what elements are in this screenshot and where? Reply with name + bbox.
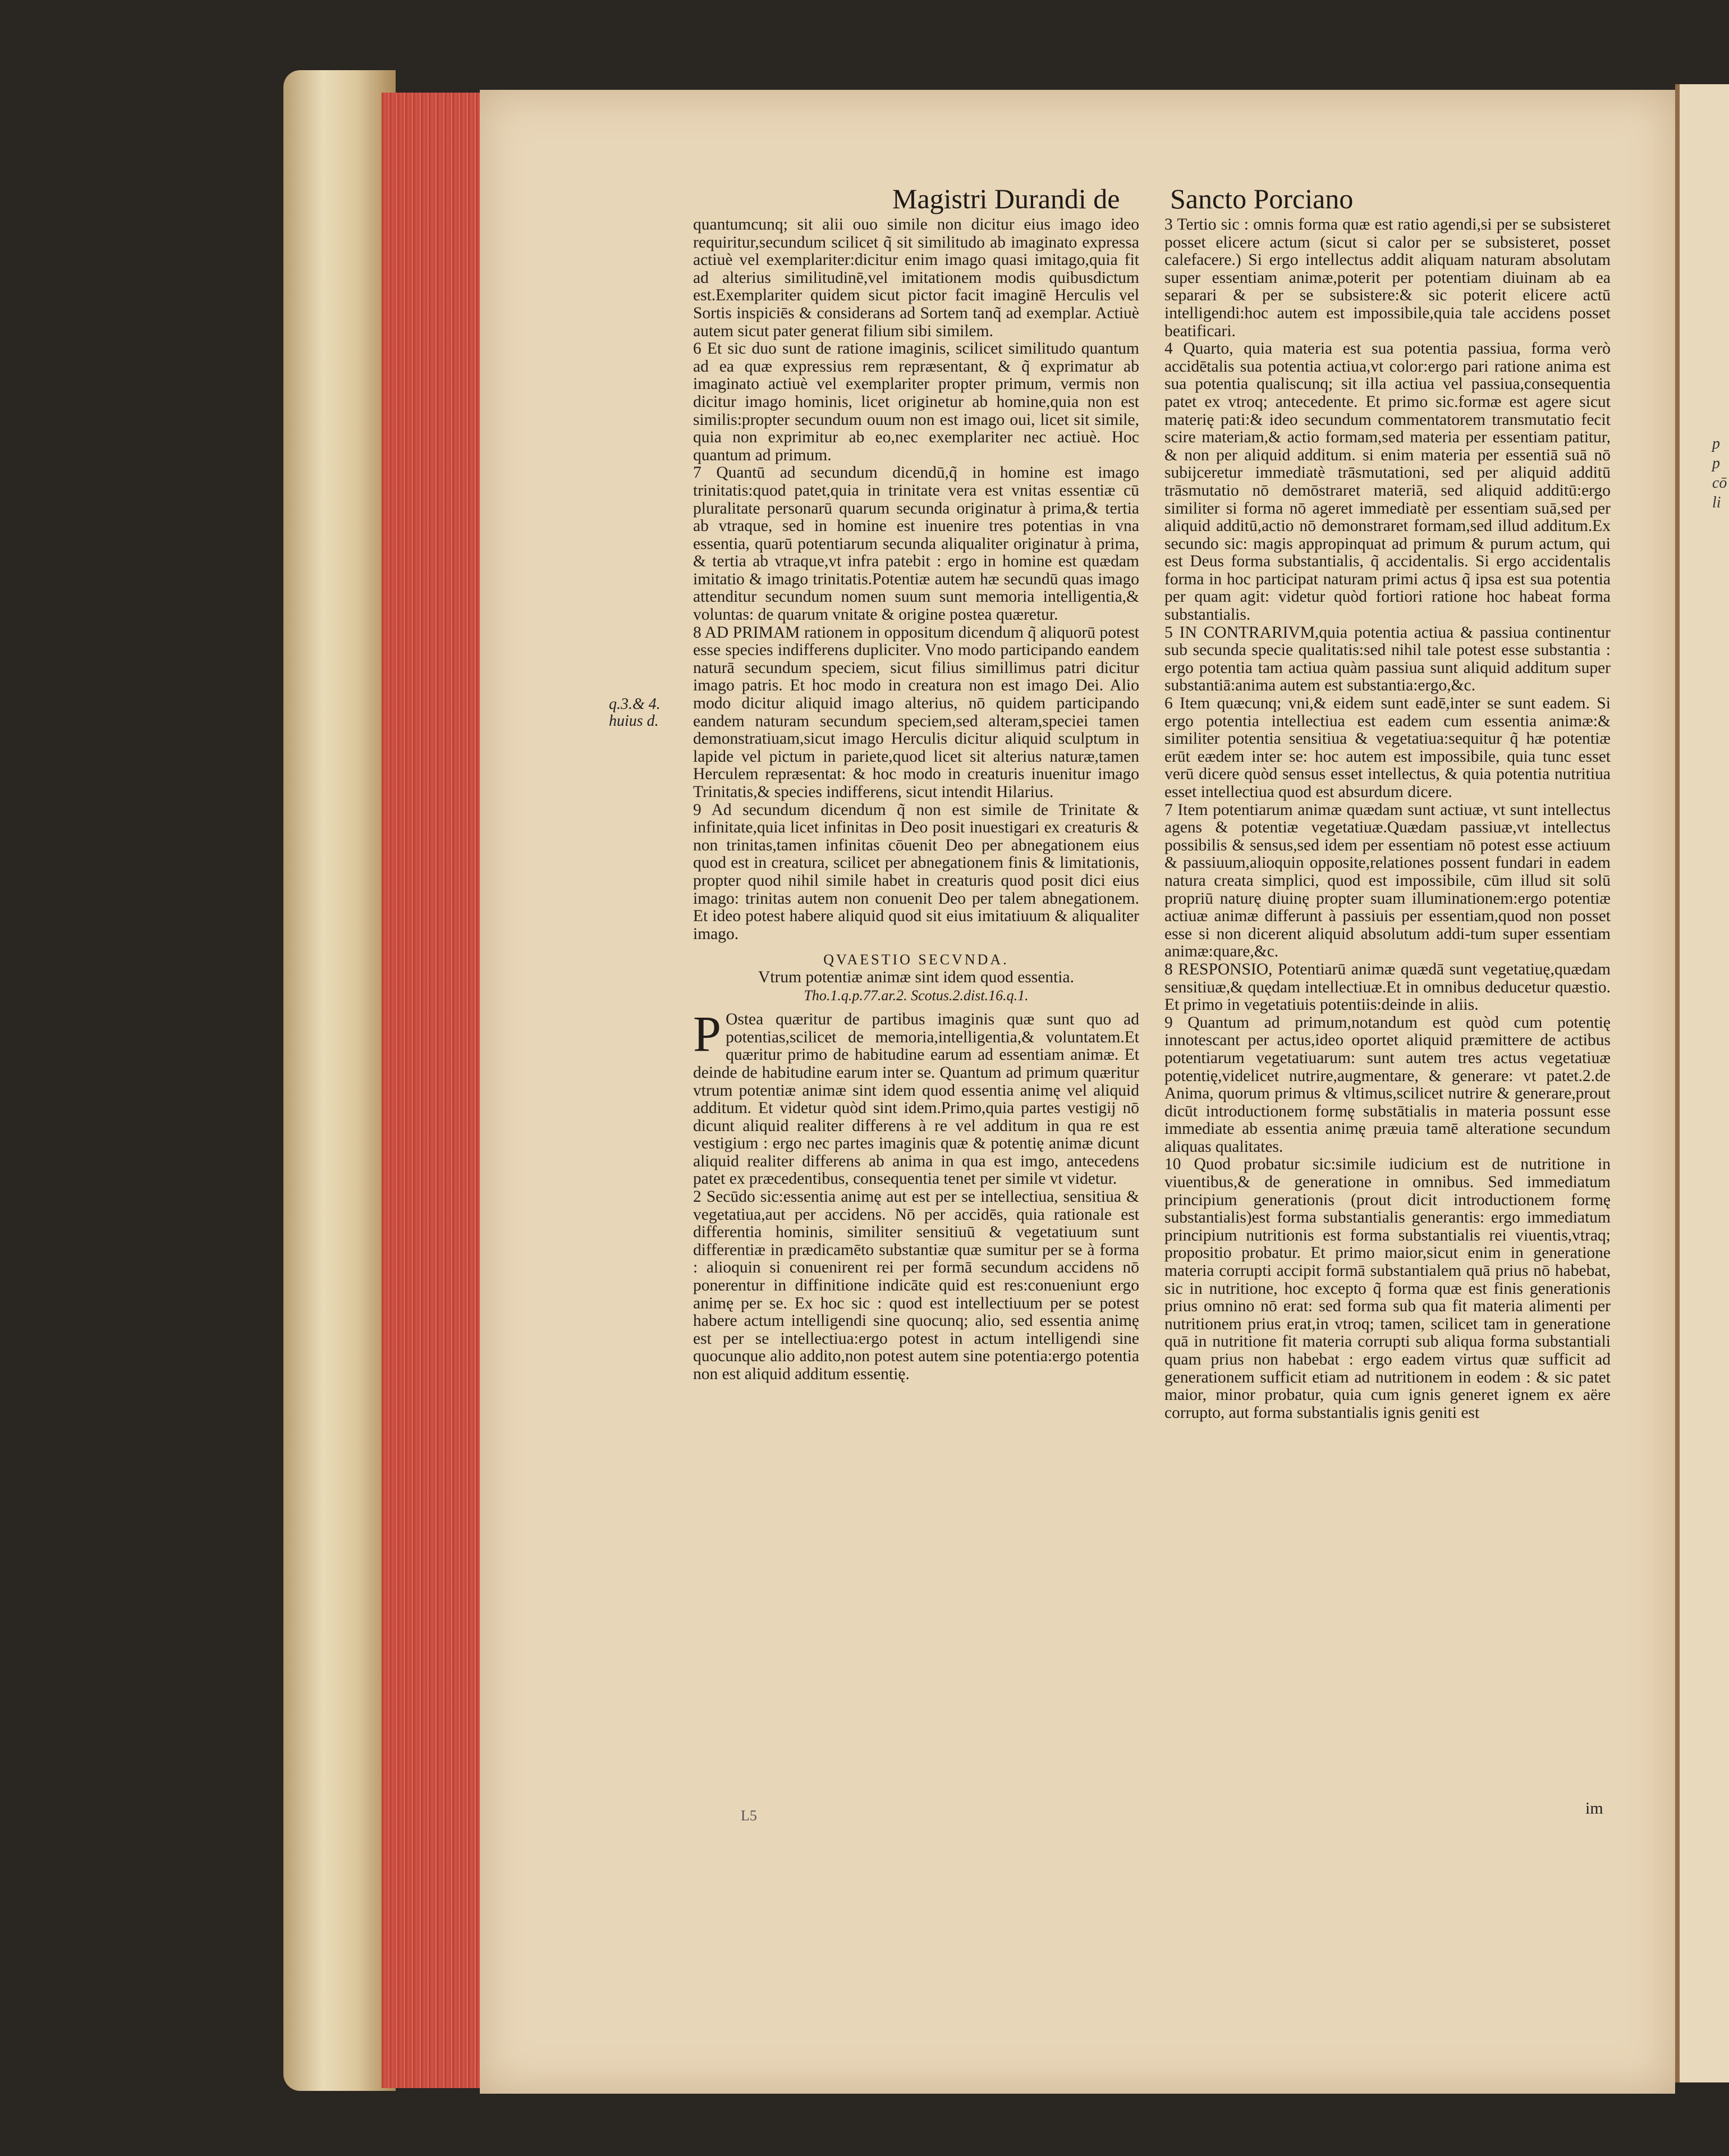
catchword: im (1585, 1799, 1603, 1818)
paragraph: 5 IN CONTRARIVM,quia potentia actiua & passiua continentur sub secunda specie qualitatis:sed nihil tale potest esse substantia : ergo potentia tam actiua quàm passiua sunt aliquid additum super substantiā:anima autem est substantia:ergo,&c. (1164, 623, 1611, 695)
question-title: QVAESTIO SECVNDA. (823, 951, 1009, 968)
facing-page-fragment: cō (1712, 474, 1727, 492)
question-references: Tho.1.q.p.77.ar.2. Scotus.2.dist.16.q.1. (804, 987, 1029, 1004)
facing-page-fragment: p (1712, 435, 1720, 452)
margin-note-line: q.3.& 4. (609, 695, 661, 713)
facing-page-edge (1675, 84, 1729, 2082)
paragraph: 7 Item potentiarum animæ quædam sunt actiuæ, vt sunt intellectus agens & potentiæ vegetatiuæ.Quædam passiuæ,vt intellectus possibilis & sensus,sed idem per essentiam nō potest esse actiuum & passiuum,alioquin opposite,relationes possent fundari in eadem natura creata simplici, quod est impossibile, cūm illud sit solū propriū naturę diuinę propter suam illuminationem:ergo potentiæ actiuæ animæ differunt à passiuis per essentiam,quod non posset esse si non dicerent aliquid absolutum addi-tum super essentiam animæ:quare,&c. (1164, 800, 1611, 961)
paragraph: 9 Ad secundum dicendum q̃ non est simile de Trinitate & infinitate,quia licet infinitas in Deo posit inuestigari ex creaturis & non trinitas,tamen infinitas cōuenit Deo per abnegationem eius quod est in creatura, scilicet per abnegationem finis & limitationis, propter quod nihil simile habet in creaturis quod posit dici eius imago: trinitas autem non conuenit Deo per talem abnegationem. Et ideo potest habere aliquid quod sit eius imitatiuum & aliqualiter imago. (693, 800, 1139, 943)
vellum-binding (283, 70, 396, 2091)
paragraph: 9 Quantum ad primum,notandum est quòd cum potentię innotescant per actus,ideo oportet aliquid præmittere de actibus potentiarum vegetatiuarum: sunt autem tres actus vegetatiuæ potentię,videlicet nutrire,augmentare, & generare: vt patet.2.de Anima, quorum primus & vltimus,scilicet nutrire & generare,prout dicūt introductionem formę substātialis in materia possunt esse immediate ab essentia animę præuia tamē alteratione secundum aliquas qualitates. (1164, 1013, 1611, 1156)
paragraph-with-initial (693, 1006, 1139, 1188)
paragraph: 10 Quod probatur sic:simile iudicium est de nutritione in viuentibus,& de generatione in omnibus. Sed immediatum principium generationis (prout dicit introductionem formę substantialis)est forma substantialis generantis: ergo immediatum principium nutritionis est forma substantialis rei viuentis,vtraq; propositio probatur. Et primo maior,sicut enim in generatione materia corrupti accipit formā substantialem quā prius nō habebat, sic in nutritione, hoc excepto q̃ forma quæ est finis generationis prius omnino nō erat: sed forma sub qua fit materia alimenti per nutritionem prius erat,in vtroq; tamen, scilicet tam in generatione quā in nutritione fit materia corrupti sub aliqua forma substantiali quam prius non habebat : ergo eadem virtus quæ sufficit ad generationem sufficit etiam ad nutritionem in eodem : & sic patet maior, minor probatur, quia cum ignis generet ignem ex aëre corrupto, aut forma substantialis ignis geniti est (1164, 1155, 1611, 1422)
paragraph: 3 Tertio sic : omnis forma quæ est ratio agendi,si per se subsisteret posset elicere actum (sicut si calor per se subsisteret, posset calefacere.) Si ergo intellectus addit aliquam naturam absolutam super essentiam animæ,poterit per potentiam diuinam ab ea separari & per se subsistere:& sic poterit elicere actū intelligendi:hoc autem est impossibile,quia tale accidens posset beatificari. (1164, 216, 1611, 340)
running-header-left: Magistri Durandi de (892, 183, 1120, 214)
paragraph: 8 AD PRIMAM rationem in oppositum dicendum q̃ aliquorū potest esse species indifferens dupliciter. Vno modo participando eandem naturā secundum speciem, sicut filius simillimus patri dicitur imago patris. Et hoc modo in creatura non est imago Dei. Alio modo dicitur aliquid imago alterius, nō quidem participando eandem naturam secundum speciem,sed alteram,speciei tamen demonstratiuam,sicut imago Herculis dicitur aliquid sculptum in lapide vel pictum in pariete,quod licet sit alterius naturæ,tamen Herculem repræsentat: & hoc modo in creaturis inuenitur imago Trinitatis,& species indifferens, sicut intendit Hilarius. (693, 623, 1139, 801)
paragraph: 6 Item quæcunq; vni,& eidem sunt eadē,inter se sunt eadem. Si ergo potentia intellectiua est eadem cum essentia animæ:& similiter potentia sensitiua & vegetatiua:sequitur q̃ hæ potentiæ erūt eædem inter se: hoc autem est impossibile, quia tunc esset verū dicere quòd sensus esset intellectus, & quia potentia nutritiua esset intellectiua quod est absurdum dicere. (1164, 694, 1611, 801)
question-subtitle: Vtrum potentiæ animæ sint idem quod essentia. (758, 968, 1074, 986)
margin-note-line: huius d. (609, 712, 659, 730)
right-text-column (1164, 216, 1611, 1422)
facing-page-fragment: li (1712, 494, 1721, 511)
paragraph: 4 Quarto, quia materia est sua potentia passiua, forma verò accidētalis sua potentia actiua,vt color:ergo pari ratione anima est sua potentia qualiscunq; sit illa actiua vel passiua,consequentia patet ex vtroq; antecedente. Et primo sic.formæ est agere sicut materię pati:& ideo secundum commentatorem transmutatio fecit scire materiam,& actio formam,sed materia per essentiam patitur, & non per aliquid additum. si enim materia per essentiā suā nō subijceretur immediatè trāsmutationi, sed per aliquid additū trāsmutatio nō demōstraret materiā, sed aliquid additū:ergo similiter si forma nō ageret immediatè per essentiam suā,sed per aliquid additū,actio nō demonstraret formam,sed illud additum.Ex secundo sic: magis appropinquat ad primum & purum actum, qui est Deus forma substantialis, q̃ accidentalis. Si ergo accidentalis forma in hoc participat naturam primi actus q̃ ipsa est sua potentia per quam agit: videtur quòd fortiori ratione hoc habeat forma substantialis. (1164, 340, 1611, 624)
paragraph-text: Ostea quæritur de partibus imaginis quæ sunt quo ad potentias,scilicet de memoria,intelligentia,& voluntatem.Et quæritur primo de habitudine earum ad essentiam animæ. Et deinde de habitudine earum inter se. Quantum ad primum quæritur vtrum potentiæ animæ sint idem quod essentia animę vel aliquid additum. Et videtur quòd sint idem.Primo,quia partes vestigij nō dicunt aliquid realiter differens à re vel additum in qua re est vestigium : ergo nec partes imaginis quæ & potentię animæ dicunt aliquid realiter differens ab anima in qua est imgo, antecedens patet ex præcedentibus, consequentia tenet per simile vt videtur. (693, 1010, 1139, 1188)
signature-mark: L5 (741, 1807, 757, 1824)
paragraph: quantumcunq; sit alii ouo simile non dicitur eius imago ideo requiritur,secundum scilicet q̃ sit similitudo ab imaginato expressa actiuè vel exemplariter:dicitur enim imago quasi imitago,quia fit ad alterius similitudinē,vel imitationem modis quibusdictum est.Exemplariter quidem sicut pictor facit imaginē Herculis vel Sortis inspiciēs & considerans ad Sortem tanq̃ ad exemplar. Actiuè autem sicut pater generat filium sibi similem. (693, 216, 1139, 340)
paragraph: 7 Quantū ad secundum dicendū,q̃ in homine est imago trinitatis:quod patet,quia in trinitate vera est vnitas essentiæ cū pluralitate personarū quarum secunda originatur à prima,& tertia ab vtraque, sed in homine est inuenire tres potentias in vna essentia, quarū potentiarum secunda aliqualiter originatur à prima, & tertia ab vtraque,vt infra patebit : ergo in homine est quædam imitatio & imago trinitatis.Potentiæ autem hæ secundū quas imago attenditur secundum nomen suum sunt memoria intelligentia,& voluntas: de quarum vnitate & origine postea quæretur. (693, 464, 1139, 624)
margin-note (609, 696, 661, 730)
paragraph: 2 Secūdo sic:essentia animę aut est per se intellectiua, sensitiua & vegetatiua,aut per accidens. Nō per accidēs, quia rationale est differentia hominis, similiter sensitiuū & vegetatiuum sunt differentiæ in prædicamēto substantiæ quæ sumitur per se à forma : alioquin si conuenirent rei per formā secundum accidens nō ponerentur in diffinitione indicāte quid est res:conueniunt ergo animę per se. Ex hoc sic : quod est intellectiuum per se potest habere actum intelligendi sine quocunq; alio, sed essentia animę est per se intellectiua:ergo potest in actum intelligendi sine quocunque alio addito,non potest autem sine potentia:ergo potentia non est aliquid additum essentię. (693, 1188, 1139, 1383)
paragraph: 6 Et sic duo sunt de ratione imaginis, scilicet similitudo quantum ad ea quæ expressius rem repræsentant, & q̃ exprimatur ab imaginato actiuè vel exemplariter propter primum, vermis non dicitur imago hominis, licet originetur ab homine,quia non est similis:propter secundum ouum non est imago oui, licet sit simile, quia non exprimitur ab eo,nec exemplariter nec actiuè. Hoc quantum ad primum. (693, 340, 1139, 464)
running-header-right: Sancto Porciano (1170, 183, 1354, 214)
facing-page-fragment: p (1712, 455, 1720, 472)
left-text-column (693, 216, 1139, 1384)
drop-cap-initial: P (693, 1006, 722, 1063)
paragraph: 8 RESPONSIO, Potentiarū animæ quædā sunt vegetatiuę,quædam sensitiuæ,& quędam intellectiuæ.Et in omnibus deducetur quæstio. Et primo in vegetatiuis potentiis:deinde in aliis. (1164, 960, 1611, 1014)
